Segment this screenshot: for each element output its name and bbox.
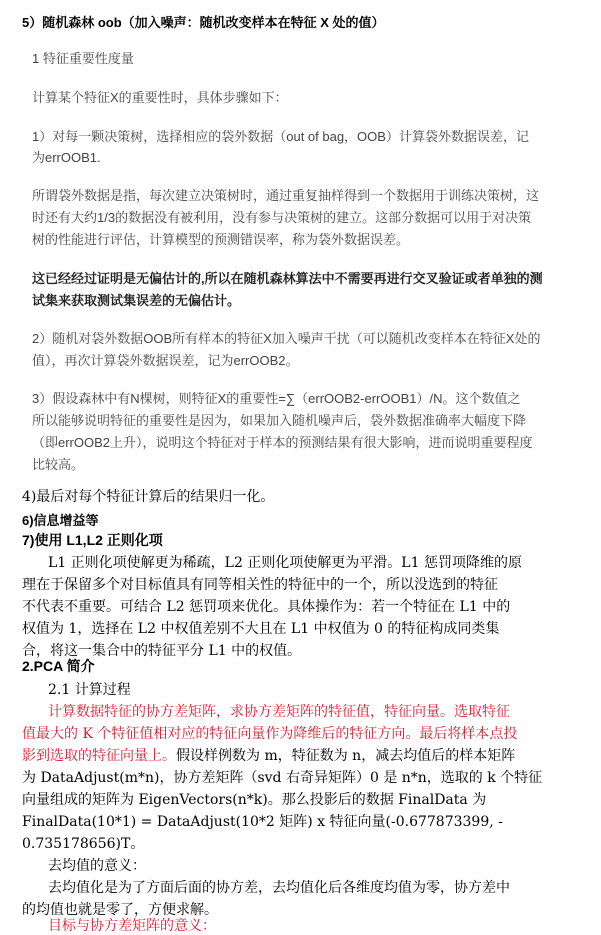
subheading-2-1: 2.1 计算过程 bbox=[48, 682, 131, 698]
section-heading-pca: 2.PCA 简介 bbox=[22, 658, 95, 674]
mean-line-1: 去均值化是为了方面后面的协方差，去均值化后各维度均值为零，协方差中 bbox=[48, 880, 510, 896]
pca-line-4: 0.735178656)T。 bbox=[22, 836, 145, 852]
l1l2-line-4: 权值为 1，选择在 L2 中权值差别不大且在 L1 中权值为 0 的特征构成同类集 bbox=[22, 621, 500, 637]
embedded-oob-line2: 时还有大约1/3的数据没有被利用，没有参与决策树的建立。这部分数据可以用于对决策 bbox=[32, 210, 532, 225]
embedded-step1-line2: 为errOOB1. bbox=[32, 150, 101, 165]
pca-black-tail: 假设样例数为 m，特征数为 n，减去均值后的样本矩阵 bbox=[176, 748, 516, 764]
goal-title: 目标与协方差矩阵的意义： bbox=[48, 918, 216, 934]
pca-line-2: 向量组成的矩阵为 EigenVectors(n*k)。那么投影后的数据 FinalData 为 bbox=[22, 792, 487, 808]
embedded-intro: 计算某个特征X的重要性时，具体步骤如下： bbox=[32, 90, 288, 105]
pca-line-3: FinalData(10*1) = DataAdjust(10*2 矩阵) x 特征向量(-0.677873399, - bbox=[22, 814, 503, 830]
embedded-oob-line1: 所谓袋外数据是指，每次建立决策树时，通过重复抽样得到一个数据用于训练决策树，这 bbox=[32, 188, 540, 203]
mean-line-2: 的均值也就是零了，方便求解。 bbox=[22, 902, 218, 918]
embedded-screenshot bbox=[22, 36, 570, 478]
embedded-step3-line1: 3）假设森林中有N棵树，则特征X的重要性=∑（errOOB2-errOOB1）/N。这个数值之 bbox=[32, 391, 521, 406]
section-heading-7: 7)使用 L1,L2 正则化项 bbox=[22, 532, 163, 548]
pca-red-line-3: 影到选取的特征向量上。 bbox=[22, 748, 176, 764]
pca-mixed-line bbox=[22, 745, 515, 765]
step4-text: 4)最后对每个特征计算后的结果归一化。 bbox=[22, 489, 275, 505]
l1l2-line-3: 不代表不重要。可结合 L2 惩罚项来优化。具体操作为：若一个特征在 L1 中的 bbox=[22, 599, 511, 615]
section-heading-5: 5）随机森林 oob（加入噪声：随机改变样本在特征 X 处的值） bbox=[22, 15, 385, 30]
embedded-oob-line3: 树的性能进行评估，计算模型的预测错误率，称为袋外数据误差。 bbox=[32, 232, 410, 247]
pca-red-line-2: 值最大的 K 个特征值相对应的特征向量作为降维后的特征方向。最后将样本点投 bbox=[22, 726, 518, 742]
l1l2-line-2: 理在于保留多个对目标值具有同等相关性的特征中的一个，所以没选到的特征 bbox=[22, 577, 498, 593]
pca-red-line-1: 计算数据特征的协方差矩阵，求协方差矩阵的特征值，特征向量。选取特征 bbox=[48, 704, 510, 720]
embedded-step3-line3: （即errOOB2上升），说明这个特征对于样本的预测结果有很大影响，进而说明重要程度 bbox=[32, 435, 533, 450]
embedded-step2-line2: 值），再次计算袋外数据误差，记为errOOB2。 bbox=[32, 353, 299, 368]
embedded-bold-line1: 这已经经过证明是无偏估计的,所以在随机森林算法中不需要再进行交叉验证或者单独的测 bbox=[32, 271, 543, 286]
embedded-step1-line1: 1）对每一颗决策树，选择相应的袋外数据（out of bag，OOB）计算袋外数据误差，记 bbox=[32, 129, 529, 144]
mean-title: 去均值的意义： bbox=[48, 858, 146, 874]
embedded-step3-line2: 所以能够说明特征的重要性是因为，如果加入随机噪声后，袋外数据准确率大幅度下降 bbox=[32, 413, 527, 428]
embedded-bold-line2: 试集来获取测试集误差的无偏估计。 bbox=[32, 293, 241, 308]
l1l2-line-5: 合，将这一集合中的特征平分 L1 中的权值。 bbox=[22, 643, 302, 659]
l1l2-line-1: L1 正则化项使解更为稀疏，L2 正则化项使解更为平滑。L1 惩罚项降维的原 bbox=[48, 555, 522, 571]
embedded-step2-line1: 2）随机对袋外数据OOB所有样本的特征X加入噪声干扰（可以随机改变样本在特征X处的 bbox=[32, 331, 541, 346]
embedded-title: 1 特征重要性度量 bbox=[32, 51, 134, 66]
section-heading-6: 6)信息增益等 bbox=[22, 513, 99, 528]
embedded-step3-line4: 比较高。 bbox=[32, 457, 85, 472]
pca-line-1: 为 DataAdjust(m*n)，协方差矩阵（svd 右奇异矩阵）0 是 n*n，选取的 k 个特征 bbox=[22, 770, 543, 786]
